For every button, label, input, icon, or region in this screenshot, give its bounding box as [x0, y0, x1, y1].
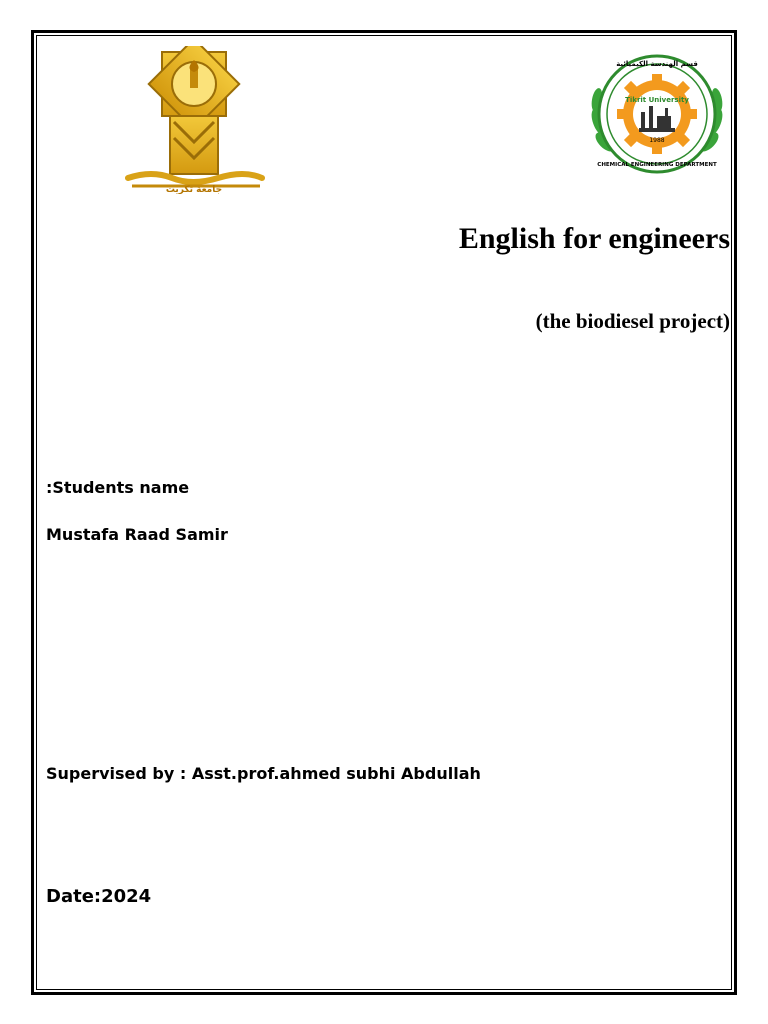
supervisor-line: Supervised by : Asst.prof.ahmed subhi Abdullah — [46, 764, 481, 783]
department-seal-icon — [583, 52, 731, 176]
emblem-arabic-text: جامعة تكريت — [165, 185, 223, 194]
students-label: :Students name — [46, 478, 190, 497]
document-subtitle: (the biodiesel project) — [535, 309, 730, 333]
seal-ring-text: CHEMICAL ENGINEERING DEPARTMENT — [597, 162, 717, 168]
university-emblem-icon — [122, 46, 267, 194]
seal-center-text: Tikrit University — [625, 96, 689, 104]
seal-year-text: 1988 — [649, 137, 665, 144]
date-line: Date:2024 — [46, 886, 152, 907]
document-title: English for engineers — [458, 222, 730, 255]
student-name: Mustafa Raad Samir — [46, 525, 228, 544]
seal-arabic-text: قسم الهندسة الكيميائية — [616, 60, 698, 68]
